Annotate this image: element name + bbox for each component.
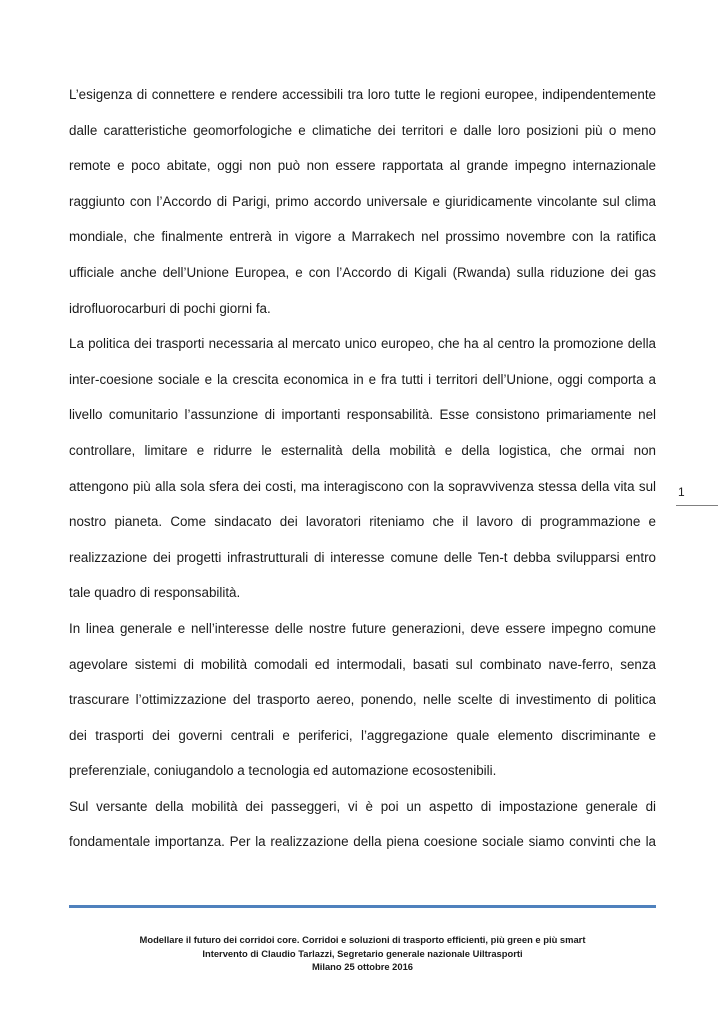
text-line: nostro pianeta. Come sindacato dei lavoratori riteniamo che il lavoro di programmazione e bbox=[69, 514, 656, 530]
footer bbox=[69, 933, 656, 974]
page-number: 1 bbox=[678, 485, 685, 499]
paragraph-4 bbox=[69, 796, 656, 867]
paragraph-1 bbox=[69, 84, 656, 333]
text-line: tale quadro di responsabilità. bbox=[69, 585, 241, 601]
text-line: realizzazione dei progetti infrastrutturali di interesse comune delle Ten-t debba svilupparsi entro bbox=[69, 549, 656, 565]
text-line: raggiunto con l’Accordo di Parigi, primo accordo universale e giuridicamente vincolante sul clima bbox=[69, 193, 656, 209]
text-line: La politica dei trasporti necessaria al mercato unico europeo, che ha al centro la promozione della bbox=[69, 336, 656, 352]
text-line: In linea generale e nell’interesse delle nostre future generazioni, deve essere impegno comune bbox=[69, 620, 656, 636]
text-line: dei trasporti dei governi centrali e periferici, l’aggregazione quale elemento discriminante e bbox=[69, 727, 656, 743]
text-line: controllare, limitare e ridurre le esternalità della mobilità e della logistica, che ormai non bbox=[69, 442, 656, 458]
footer-place-date: Milano 25 ottobre 2016 bbox=[311, 961, 414, 972]
body-text bbox=[69, 84, 656, 867]
text-line: attengono più alla sola sfera dei costi, ma interagiscono con la sopravvivenza stessa della vita sul bbox=[69, 478, 656, 494]
text-line: agevolare sistemi di mobilità comodali ed intermodali, basati sul combinato nave-ferro, senza bbox=[69, 656, 656, 672]
footer-title: Modellare il futuro dei corridoi core. Corridoi e soluzioni di trasporto efficienti, più green e più smart bbox=[139, 934, 586, 945]
footer-speaker: Intervento di Claudio Tarlazzi, Segretario generale nazionale Uiltrasporti bbox=[202, 947, 523, 959]
text-line: remote e poco abitate, oggi non può non essere rapportata al grande impegno internazionale bbox=[69, 158, 656, 174]
paragraph-2 bbox=[69, 333, 656, 618]
text-line: fondamentale importanza. Per la realizzazione della piena coesione sociale siamo convinti che la bbox=[69, 834, 656, 850]
text-line: dalle caratteristiche geomorfologiche e climatiche dei territori e dalle loro posizioni più o meno bbox=[69, 122, 656, 138]
footer-divider bbox=[69, 905, 656, 908]
text-line: mondiale, che finalmente entrerà in vigore a Marrakech nel prossimo novembre con la ratifica bbox=[69, 229, 656, 245]
text-line: inter-coesione sociale e la crescita economica in e fra tutti i territori dell’Unione, oggi comporta a bbox=[69, 371, 656, 387]
text-line: ufficiale anche dell’Unione Europea, e con l’Accordo di Kigali (Rwanda) sulla riduzione dei gas bbox=[69, 264, 656, 280]
page-number-divider bbox=[676, 505, 718, 506]
paragraph-3 bbox=[69, 618, 656, 796]
text-line: idrofluorocarburi di pochi giorni fa. bbox=[69, 300, 271, 316]
text-line: L’esigenza di connettere e rendere accessibili tra loro tutte le regioni europee, indipendentemente bbox=[69, 87, 656, 102]
text-line: preferenziale, coniugandolo a tecnologia ed automazione ecosostenibili. bbox=[69, 763, 497, 779]
text-line: trascurare l’ottimizzazione del trasporto aereo, ponendo, nelle scelte di investimento di politica bbox=[69, 692, 656, 708]
text-line: Sul versante della mobilità dei passeggeri, vi è poi un aspetto di impostazione generale di bbox=[69, 798, 656, 814]
text-line: livello comunitario l’assunzione di importanti responsabilità. Esse consistono primariamente nel bbox=[69, 407, 656, 423]
